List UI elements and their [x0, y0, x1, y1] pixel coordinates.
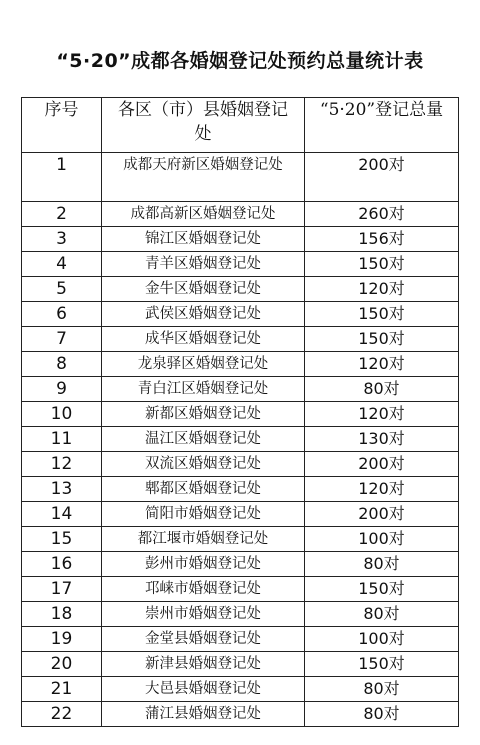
row-index: 9 [22, 377, 102, 402]
row-total: 150对 [305, 327, 459, 352]
row-total: 150对 [305, 252, 459, 277]
row-office-name: 锦江区婚姻登记处 [102, 227, 305, 252]
row-total: 100对 [305, 627, 459, 652]
row-total: 80对 [305, 602, 459, 627]
statistics-table [21, 97, 459, 727]
row-total: 200对 [305, 452, 459, 477]
row-total: 156对 [305, 227, 459, 252]
row-total: 200对 [305, 153, 459, 202]
row-total: 130对 [305, 427, 459, 452]
row-office-name: 成都天府新区婚姻登记处 [102, 153, 305, 202]
header-index: 序号 [22, 98, 102, 153]
row-index: 21 [22, 677, 102, 702]
row-index: 6 [22, 302, 102, 327]
table-row [22, 602, 459, 627]
row-office-name: 青羊区婚姻登记处 [102, 252, 305, 277]
row-office-name: 成华区婚姻登记处 [102, 327, 305, 352]
row-total: 120对 [305, 477, 459, 502]
table-row [22, 502, 459, 527]
row-office-name: 武侯区婚姻登记处 [102, 302, 305, 327]
row-office-name: 成都高新区婚姻登记处 [102, 202, 305, 227]
row-office-name: 彭州市婚姻登记处 [102, 552, 305, 577]
table-row [22, 252, 459, 277]
row-office-name: 龙泉驿区婚姻登记处 [102, 352, 305, 377]
row-total: 80对 [305, 377, 459, 402]
row-total: 150对 [305, 652, 459, 677]
header-total: “5·20”登记总量 [305, 98, 459, 153]
row-office-name: 郫都区婚姻登记处 [102, 477, 305, 502]
row-index: 7 [22, 327, 102, 352]
row-index: 16 [22, 552, 102, 577]
table-row [22, 352, 459, 377]
row-total: 260对 [305, 202, 459, 227]
row-total: 120对 [305, 277, 459, 302]
row-office-name: 邛崃市婚姻登记处 [102, 577, 305, 602]
table-row [22, 427, 459, 452]
row-office-name: 青白江区婚姻登记处 [102, 377, 305, 402]
row-total: 150对 [305, 302, 459, 327]
table-body [22, 153, 459, 727]
page-title: “5·20”成都各婚姻登记处预约总量统计表 [56, 50, 424, 72]
row-index: 4 [22, 252, 102, 277]
row-total: 120对 [305, 352, 459, 377]
row-index: 11 [22, 427, 102, 452]
table-row [22, 627, 459, 652]
row-office-name: 温江区婚姻登记处 [102, 427, 305, 452]
table-header-row [22, 98, 459, 153]
row-total: 80对 [305, 552, 459, 577]
row-total: 80对 [305, 677, 459, 702]
row-office-name: 都江堰市婚姻登记处 [102, 527, 305, 552]
row-index: 19 [22, 627, 102, 652]
table-row [22, 477, 459, 502]
row-office-name: 简阳市婚姻登记处 [102, 502, 305, 527]
table-row [22, 577, 459, 602]
row-index: 17 [22, 577, 102, 602]
table-row [22, 677, 459, 702]
table-row [22, 652, 459, 677]
row-index: 2 [22, 202, 102, 227]
table-row [22, 402, 459, 427]
table-row [22, 327, 459, 352]
table-row [22, 277, 459, 302]
table-row [22, 377, 459, 402]
row-index: 5 [22, 277, 102, 302]
table-row [22, 452, 459, 477]
row-office-name: 蒲江县婚姻登记处 [102, 702, 305, 727]
table-row [22, 302, 459, 327]
table-row [22, 153, 459, 202]
row-total: 80对 [305, 702, 459, 727]
row-office-name: 双流区婚姻登记处 [102, 452, 305, 477]
row-office-name: 大邑县婚姻登记处 [102, 677, 305, 702]
row-index: 10 [22, 402, 102, 427]
row-total: 200对 [305, 502, 459, 527]
row-office-name: 新都区婚姻登记处 [102, 402, 305, 427]
row-office-name: 金牛区婚姻登记处 [102, 277, 305, 302]
row-office-name: 新津县婚姻登记处 [102, 652, 305, 677]
row-index: 15 [22, 527, 102, 552]
row-index: 14 [22, 502, 102, 527]
row-total: 100对 [305, 527, 459, 552]
row-index: 12 [22, 452, 102, 477]
table-row [22, 702, 459, 727]
row-total: 150对 [305, 577, 459, 602]
table-row [22, 527, 459, 552]
row-office-name: 崇州市婚姻登记处 [102, 602, 305, 627]
row-index: 8 [22, 352, 102, 377]
row-total: 120对 [305, 402, 459, 427]
row-index: 13 [22, 477, 102, 502]
row-index: 1 [22, 153, 102, 202]
row-index: 22 [22, 702, 102, 727]
row-index: 18 [22, 602, 102, 627]
table-row [22, 202, 459, 227]
row-office-name: 金堂县婚姻登记处 [102, 627, 305, 652]
header-office: 各区（市）县婚姻登记处 [102, 98, 305, 153]
table-row [22, 552, 459, 577]
table-row [22, 227, 459, 252]
row-index: 20 [22, 652, 102, 677]
row-index: 3 [22, 227, 102, 252]
